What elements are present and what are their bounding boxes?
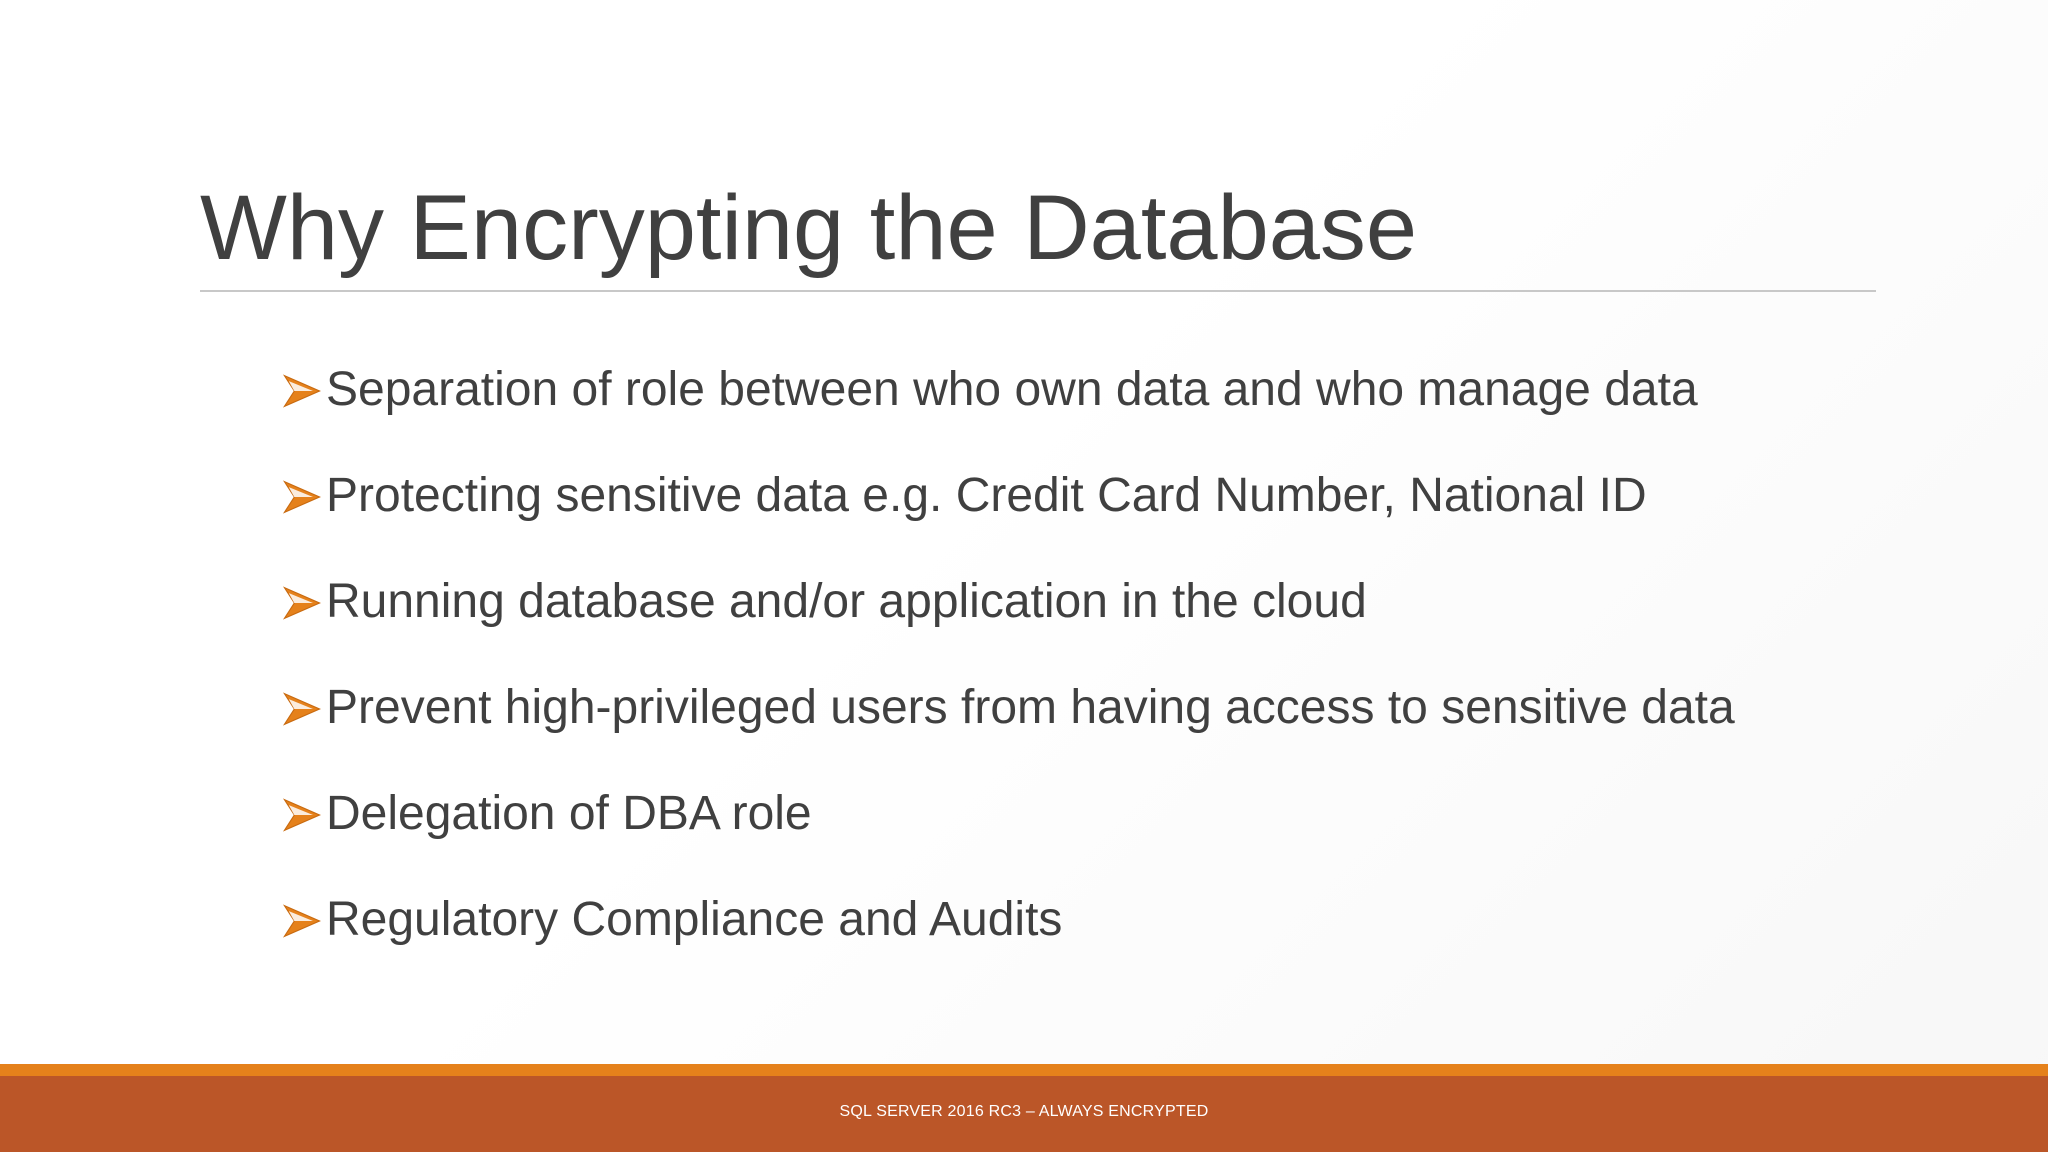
bullet-text: Delegation of DBA role: [326, 786, 812, 840]
footer-bar: [0, 1076, 2048, 1152]
slide-title: Why Encrypting the Database: [200, 177, 1418, 279]
bullet-item: [280, 866, 1735, 972]
bullet-item: [280, 442, 1735, 548]
bullet-list: [280, 336, 1735, 972]
bullet-item: [280, 548, 1735, 654]
bullet-text: Running database and/or application in the cloud: [326, 574, 1367, 628]
orange-arrowhead-icon: [280, 369, 324, 413]
footer-accent-stripe: [0, 1064, 2048, 1076]
orange-arrowhead-icon: [280, 581, 324, 625]
bullet-text: Protecting sensitive data e.g. Credit Card Number, National ID: [326, 468, 1647, 522]
orange-arrowhead-icon: [280, 475, 324, 519]
footer-text: SQL SERVER 2016 RC3 – ALWAYS ENCRYPTED: [839, 1103, 1209, 1120]
bullet-item: [280, 760, 1735, 866]
bullet-item: [280, 336, 1735, 442]
orange-arrowhead-icon: [280, 899, 324, 943]
orange-arrowhead-icon: [280, 793, 324, 837]
bullet-text: Separation of role between who own data and who manage data: [326, 362, 1698, 416]
bullet-text: Regulatory Compliance and Audits: [326, 892, 1063, 946]
bullet-item: [280, 654, 1735, 760]
title-divider: [200, 290, 1876, 292]
orange-arrowhead-icon: [280, 687, 324, 731]
bullet-text: Prevent high-privileged users from having access to sensitive data: [326, 680, 1735, 734]
